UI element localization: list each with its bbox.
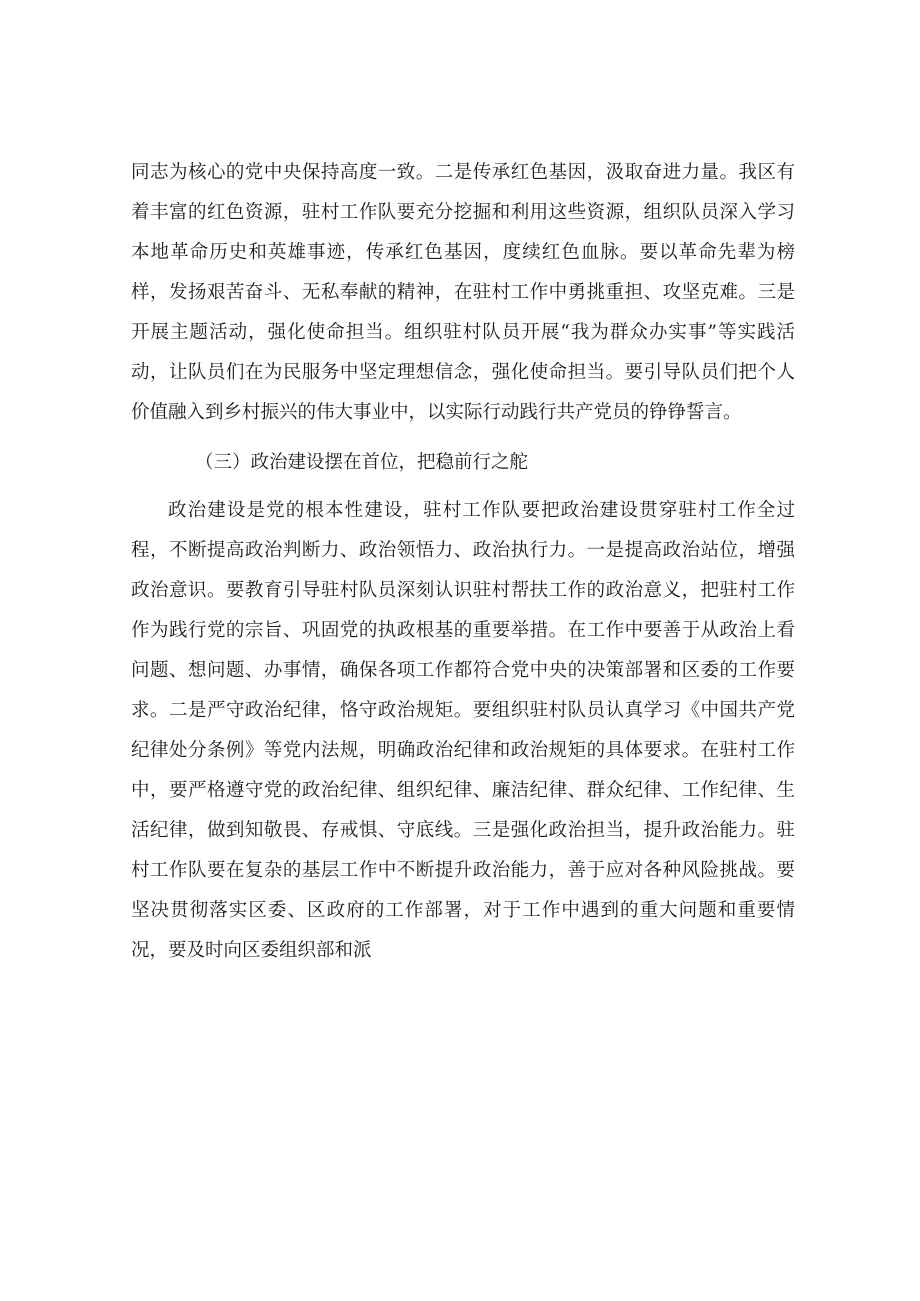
document-body <box>131 153 795 971</box>
section-heading: （三）政治建设摆在首位，把稳前行之舵 <box>195 452 529 473</box>
paragraph-political-construction: 政治建设是党的根本性建设，驻村工作队要把政治建设贯穿驻村工作全过程，不断提高政治判断力、政治领悟力、政治执行力。一是提高政治站位，增强政治意识。要教育引导驻村队员深刻认识驻村帮扶工作的政治意义，把驻村工作作为践行党的宗旨、巩固党的执政根基的重要举措。在工作中要善于从政治上看问题、想问题、办事情，确保各项工作都符合党中央的决策部署和区委的工作要求。二是严守政治纪律，恪守政治规矩。要组织驻村队员认真学习《中国共产党纪律处分条例》等党内法规，明确政治纪律和政治规矩的具体要求。在驻村工作中，要严格遵守党的政治纪律、组织纪律、廉洁纪律、群众纪律、工作纪律、生活纪律，做到知敬畏、存戒惧、守底线。三是强化政治担当，提升政治能力。驻村工作队要在复杂的基层工作中不断提升政治能力，善于应对各种风险挑战。要坚决贯彻落实区委、区政府的工作部署，对于工作中遇到的重大问题和重要情况，要及时向区委组织部和派 <box>131 500 795 961</box>
paragraph-party-spirit: 同志为核心的党中央保持高度一致。二是传承红色基因，汲取奋进力量。我区有着丰富的红色资源，驻村工作队要充分挖掘和利用这些资源，组织队员深入学习本地革命历史和英雄事迹，传承红色基因，度续红色血脉。要以革命先辈为榜样，发扬艰苦奋斗、无私奉献的精神，在驻村工作中勇挑重担、攻坚克难。三是开展主题活动，强化使命担当。组织驻村队员开展“我为群众办实事”等实践活动，让队员们在为民服务中坚定理想信念，强化使命担当。要引导队员们把个人价值融入到乡村振兴的伟大事业中，以实际行动践行共产党员的铮铮誓言。 <box>131 162 795 423</box>
